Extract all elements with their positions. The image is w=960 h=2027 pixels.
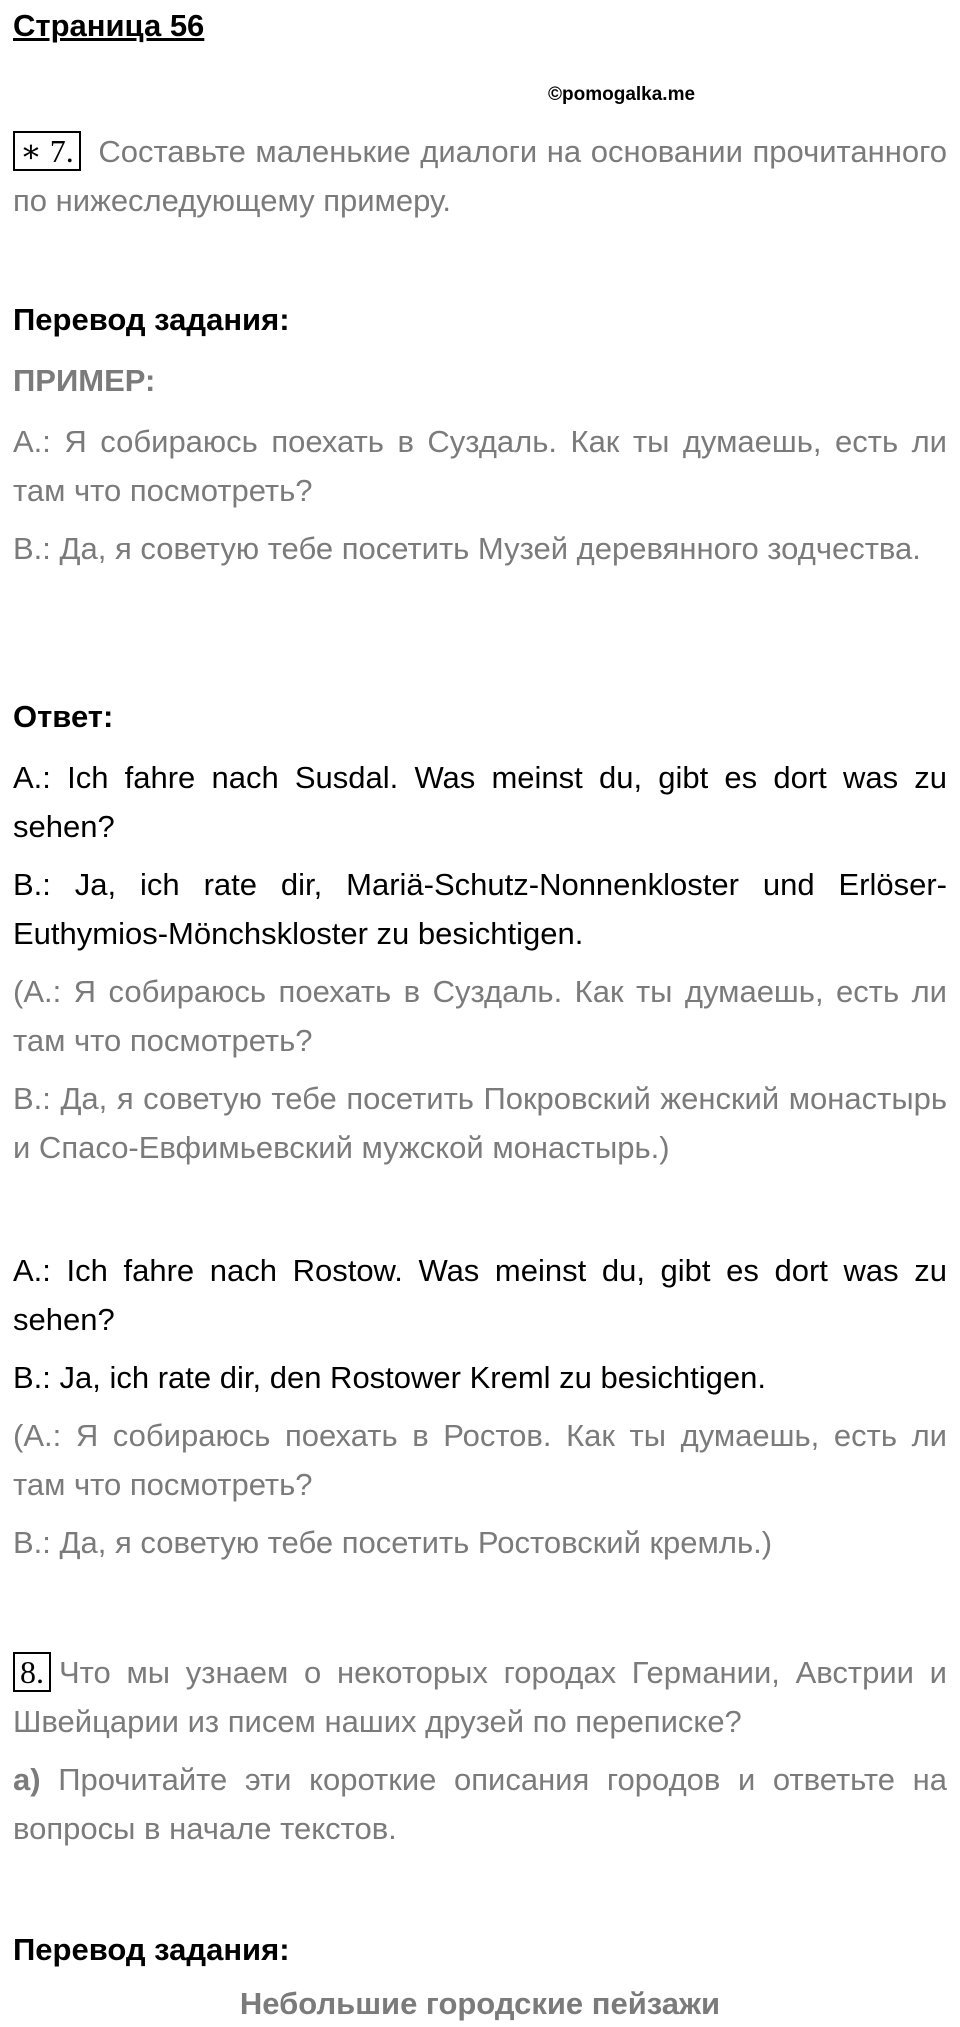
task-8-number: 8.: [13, 1652, 51, 1692]
task-8-text: Что мы узнаем о некоторых городах Германии, Австрии и Швейцарии из писем наших друзей по переписке?: [13, 1655, 947, 1739]
answer-label: Ответ:: [13, 699, 114, 734]
task-8: [13, 1648, 947, 1862]
answer-2-translation-a: (А.: Я собираюсь поехать в Ростов. Как ты думаешь, есть ли там что посмотреть?: [13, 1418, 947, 1502]
watermark: ©pomogalka.me: [548, 84, 696, 105]
example-label: ПРИМЕР:: [13, 363, 156, 398]
task-8-paragraph: [13, 1648, 947, 1746]
task-8-sub-a: [13, 1755, 947, 1853]
answer-1-translation-b: В.: Да, я советую тебе посетить Покровский женский монастырь и Спасо-Евфимьевский мужской монастырь.): [13, 1081, 947, 1165]
translation-label: Перевод задания:: [13, 302, 290, 337]
page-heading: Страница 56: [13, 8, 205, 43]
answer-1-line-b: B.: Ja, ich rate dir, Mariä-Schutz-Nonnenkloster und Erlöser-Euthymios-Mönchskloster zu besichtigen.: [13, 867, 947, 951]
task-8-sub-a-label: а): [13, 1762, 41, 1797]
answer-2-line-b: B.: Ja, ich rate dir, den Rostower Kreml zu besichtigen.: [13, 1360, 766, 1395]
translation-section-1: [13, 295, 947, 582]
answer-2-line-a: A.: Ich fahre nach Rostow. Was meinst du, gibt es dort was zu sehen?: [13, 1253, 947, 1337]
answer-2: [13, 1246, 947, 1576]
task-7-text: Составьте маленькие диалоги на основании прочитанного по нижеследующему примеру.: [13, 134, 947, 218]
section-title: Небольшие городские пейзажи: [239, 1986, 721, 2021]
task-7-number: ∗ 7.: [13, 131, 81, 171]
answer-2-translation-b: В.: Да, я советую тебе посетить Ростовский кремль.): [13, 1525, 773, 1560]
answer-1-line-a: A.: Ich fahre nach Susdal. Was meinst du, gibt es dort was zu sehen?: [13, 760, 947, 844]
example-line-b: В.: Да, я советую тебе посетить Музей деревянного зодчества.: [13, 531, 921, 566]
answer-1-translation-a: (А.: Я собираюсь поехать в Суздаль. Как ты думаешь, есть ли там что посмотреть?: [13, 974, 947, 1058]
answer-section: [13, 692, 947, 1181]
task-7-paragraph: [13, 127, 947, 225]
translation-section-2: [13, 1925, 947, 1986]
task-8-sub-a-text: Прочитайте эти короткие описания городов и ответьте на вопросы в начале текстов.: [13, 1762, 947, 1846]
example-line-a: А.: Я собираюсь поехать в Суздаль. Как ты думаешь, есть ли там что посмотреть?: [13, 424, 947, 508]
translation-label-2: Перевод задания:: [13, 1932, 290, 1967]
task-7: [13, 127, 947, 234]
